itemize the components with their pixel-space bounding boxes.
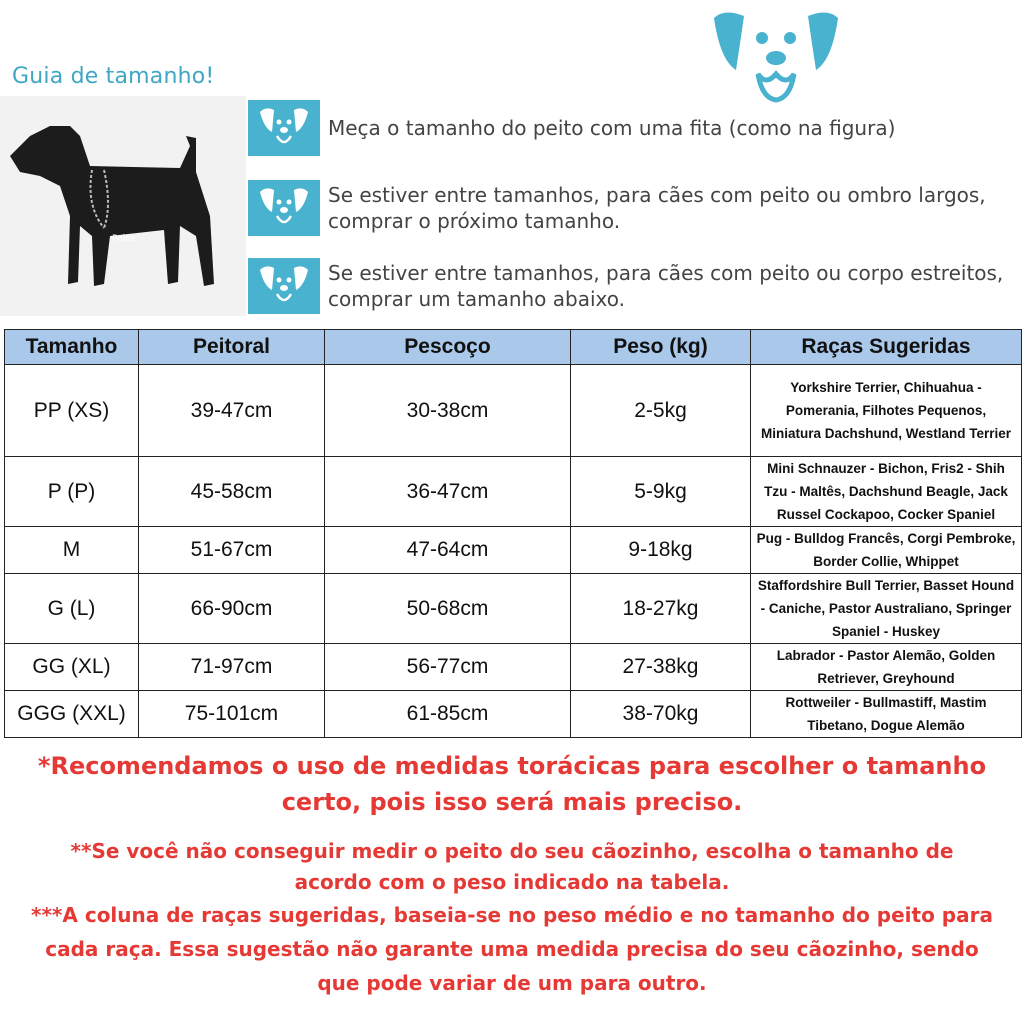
weight-cell: 2-5kg [571, 365, 751, 457]
weight-cell: 5-9kg [571, 457, 751, 527]
dog-face-icon [248, 258, 320, 314]
weight-cell: 18-27kg [571, 574, 751, 644]
size-cell: G (L) [5, 574, 139, 644]
breeds-cell: Rottweiler - Bullmastiff, Mastim Tibetano, Dogue Alemão [751, 691, 1022, 738]
chest-cell: 66-90cm [139, 574, 325, 644]
column-header: Pescoço [325, 330, 571, 365]
neck-cell: 50-68cm [325, 574, 571, 644]
weight-cell: 9-18kg [571, 527, 751, 574]
chest-cell: 75-101cm [139, 691, 325, 738]
tip-item [248, 258, 1018, 314]
table-header-row [5, 330, 1022, 365]
table-row [5, 365, 1022, 457]
table-row [5, 527, 1022, 574]
tip-item [248, 100, 1018, 156]
size-table [4, 329, 1022, 738]
table-row [5, 644, 1022, 691]
notes-section [0, 748, 1024, 1000]
breeds-cell: Mini Schnauzer - Bichon, Fris2 - Shih Tzu - Maltês, Dachshund Beagle, Jack Russel Cockapoo, Cocker Spaniel [751, 457, 1022, 527]
neck-cell: 56-77cm [325, 644, 571, 691]
breeds-cell: Staffordshire Bull Terrier, Basset Hound - Caniche, Pastor Australiano, Springer Spaniel - Huskey [751, 574, 1022, 644]
note-weight-fallback: **Se você não conseguir medir o peito do seu cãozinho, escolha o tamanho de acordo com o peso indicado na tabela. [70, 839, 954, 894]
column-header: Peso (kg) [571, 330, 751, 365]
dog-illustration [0, 96, 246, 316]
column-header: Peitoral [139, 330, 325, 365]
neck-cell: 30-38cm [325, 365, 571, 457]
neck-cell: 61-85cm [325, 691, 571, 738]
table-row [5, 574, 1022, 644]
tip-text: Meça o tamanho do peito com uma fita (como na figura) [328, 116, 896, 140]
neck-cell: 47-64cm [325, 527, 571, 574]
breeds-cell: Yorkshire Terrier, Chihuahua - Pomerania, Filhotes Pequenos, Miniatura Dachshund, Westland Terrier [751, 365, 1022, 457]
note-chest-recommendation: *Recomendamos o uso de medidas torácicas para escolher o tamanho certo, pois isso será mais preciso. [37, 752, 987, 816]
table-row [5, 691, 1022, 738]
breeds-cell: Labrador - Pastor Alemão, Golden Retriever, Greyhound [751, 644, 1022, 691]
guide-title: Guia de tamanho! [12, 64, 215, 89]
size-cell: GGG (XXL) [5, 691, 139, 738]
breeds-cell: Pug - Bulldog Francês, Corgi Pembroke, Border Collie, Whippet [751, 527, 1022, 574]
chest-cell: 39-47cm [139, 365, 325, 457]
tip-text: Se estiver entre tamanhos, para cães com peito ou ombro largos, comprar o próximo tamanho. [328, 183, 986, 233]
tip-text: Se estiver entre tamanhos, para cães com peito ou corpo estreitos, comprar um tamanho abaixo. [328, 261, 1004, 311]
weight-cell: 38-70kg [571, 691, 751, 738]
chest-cell: 45-58cm [139, 457, 325, 527]
table-row [5, 457, 1022, 527]
weight-cell: 27-38kg [571, 644, 751, 691]
size-cell: GG (XL) [5, 644, 139, 691]
tip-item [248, 180, 1018, 236]
dog-silhouette-icon [0, 96, 246, 316]
dog-logo-icon [710, 8, 842, 104]
dog-face-icon [248, 180, 320, 236]
chest-cell: 71-97cm [139, 644, 325, 691]
chest-cell: 51-67cm [139, 527, 325, 574]
size-cell: PP (XS) [5, 365, 139, 457]
note-breeds-disclaimer: ***A coluna de raças sugeridas, baseia-se no peso médio e no tamanho do peito para cada raça. Essa sugestão não garante uma medida precisa do seu cãozinho, sendo que pode variar de um para outro. [31, 903, 993, 995]
size-cell: M [5, 527, 139, 574]
column-header: Tamanho [5, 330, 139, 365]
size-cell: P (P) [5, 457, 139, 527]
column-header: Raças Sugeridas [751, 330, 1022, 365]
dog-face-icon [248, 100, 320, 156]
chest-label: Peito [112, 234, 135, 244]
neck-cell: 36-47cm [325, 457, 571, 527]
